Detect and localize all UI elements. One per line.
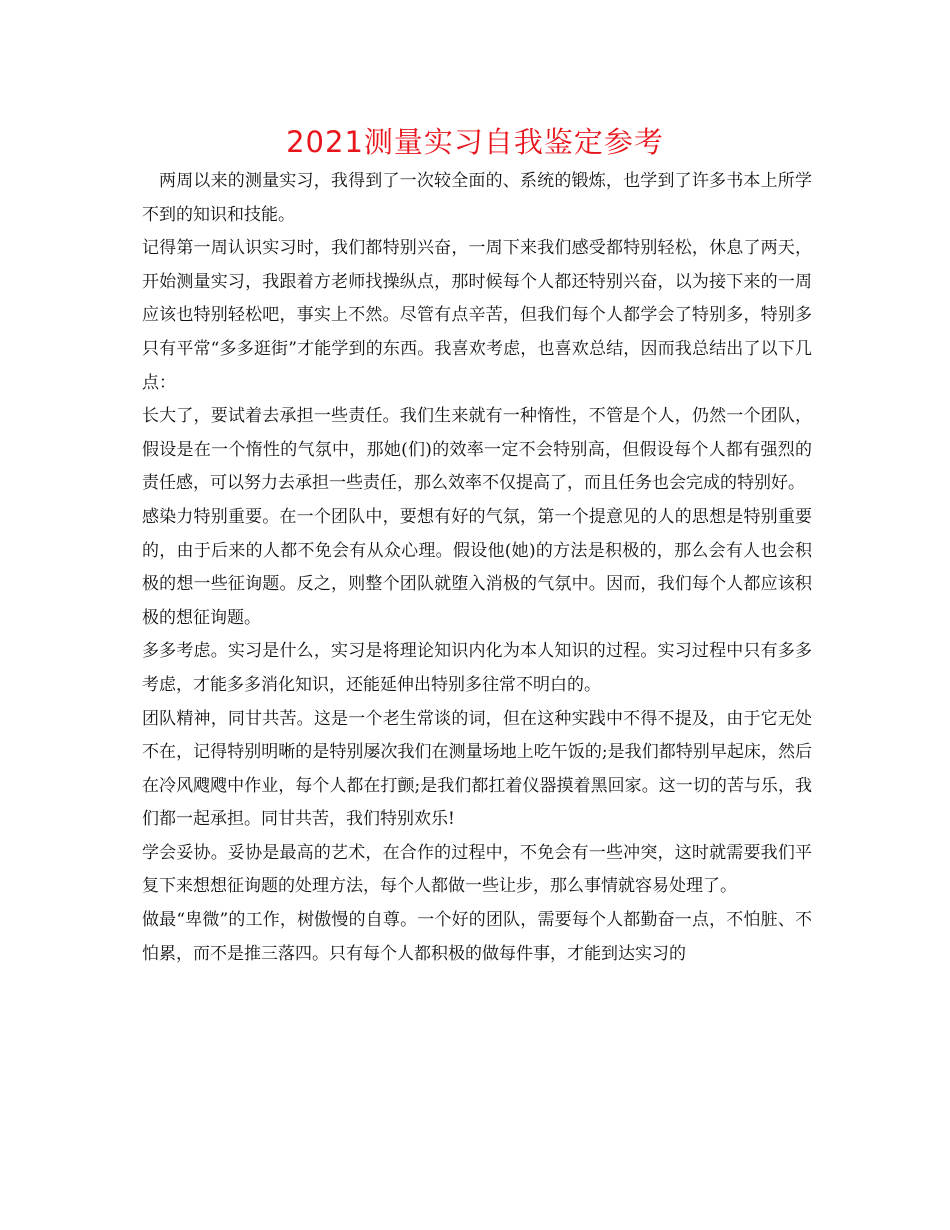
paragraph-responsibility: 长大了，要试着去承担一些责任。我们生来就有一种惰性，不管是个人，仍然一个团队，假设是在一个惰性的气氛中，那她(们)的效率一定不会特别高，但假设每个人都有强烈的责任感，可以努力去承担一些责任，那么效率不仅提高了，而且任务也会完成的特别好。: [142, 406, 812, 494]
paragraph-humble-work: 做最“卑微”的工作，树傲慢的自尊。一个好的团队，需要每个人都勤奋一点，不怕脏、不怕累，而不是推三落四。只有每个人都积极的做每件事，才能到达实习的: [142, 910, 812, 964]
paragraph-team-spirit: 团队精神，同甘共苦。这是一个老生常谈的词，但在这种实践中不得不提及，由于它无处不在，记得特别明晰的是特别屡次我们在测量场地上吃午饭的;是我们都特别早起床，然后在冷风飕飕中作业，每个人都在打颤;是我们都扛着仪器摸着黑回家。这一切的苦与乐，我们都一起承担。同甘共苦，我们特别欢乐!: [142, 708, 812, 830]
paragraph-influence: 感染力特别重要。在一个团队中，要想有好的气氛，第一个提意见的人的思想是特别重要的，由于后来的人都不免会有从众心理。假设他(她)的方法是积极的，那么会有人也会积极的想一些征询题。反之，则整个团队就堕入消极的气氛中。因而，我们每个人都应该积极的想征询题。: [142, 506, 812, 628]
paragraph-thinking: 多多考虑。实习是什么，实习是将理论知识内化为本人知识的过程。实习过程中只有多多考虑，才能多多消化知识，还能延伸出特别多往常不明白的。: [142, 641, 812, 695]
document-title: 2021测量实习自我鉴定参考: [286, 125, 664, 159]
paragraph-intro: 两周以来的测量实习，我得到了一次较全面的、系统的锻炼，也学到了许多书本上所学不到的知识和技能。: [142, 171, 812, 225]
paragraph-compromise: 学会妥协。妥协是最高的艺术，在合作的过程中，不免会有一些冲突，这时就需要我们平复下来想想征询题的处理方法，每个人都做一些让步，那么事情就容易处理了。: [142, 842, 812, 897]
document-body: [142, 165, 812, 971]
paragraph-first-week: 记得第一周认识实习时，我们都特别兴奋，一周下来我们感受都特别轻松，休息了两天，开始测量实习，我跟着方老师找操纵点，那时候每个人都还特别兴奋，以为接下来的一周应该也特别轻松吧，事实上不然。尽管有点辛苦，但我们每个人都学会了特别多，特别多只有平常“多多逛街”才能学到的东西。我喜欢考虑，也喜欢总结，因而我总结出了以下几点：: [142, 238, 812, 393]
